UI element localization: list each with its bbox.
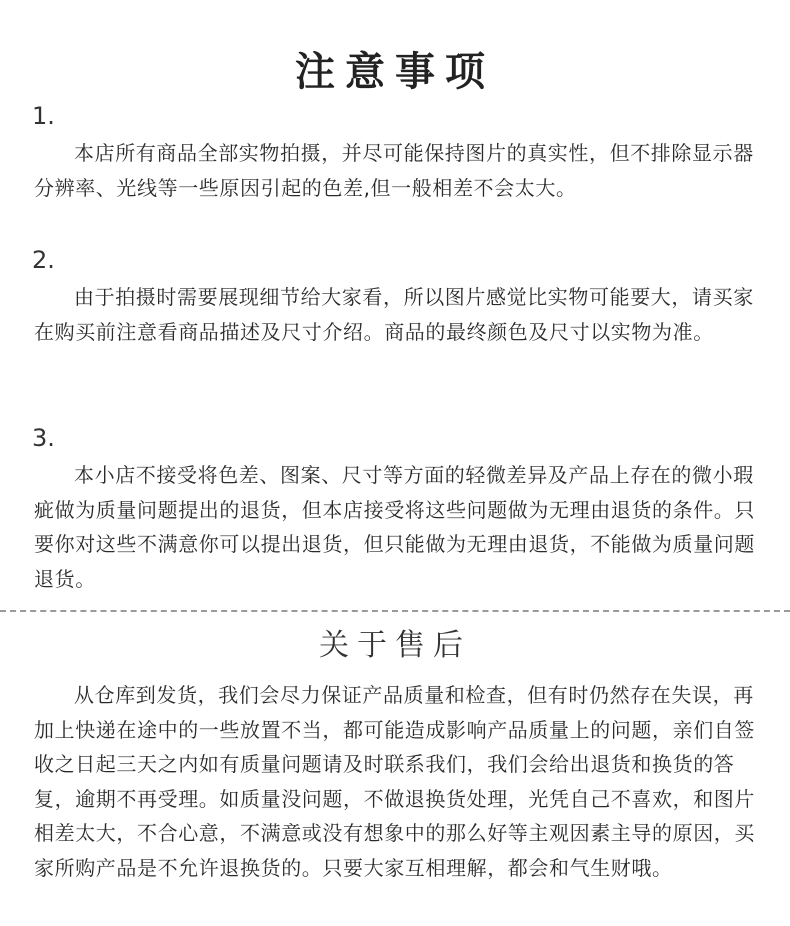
item-number-3: 3. [32,424,55,452]
item-number-2: 2. [32,246,55,274]
notice-title: 注意事项 [295,49,495,95]
section-divider [0,610,790,612]
item-text-3: 本小店不接受将色差、图案、尺寸等方面的轻微差异及产品上存在的微小瑕疵做为质量问题提出的退货，但本店接受将这些问题做为无理由退货的条件。只要你对这些不满意你可以提出退货，但只能做为无理由退货，不能做为质量问题退货。 [34,463,755,591]
item-number-1: 1. [32,102,55,130]
item-text-2: 由于拍摄时需要展现细节给大家看，所以图片感觉比实物可能要大，请买家在购买前注意看商品描述及尺寸介绍。商品的最终颜色及尺寸以实物为准。 [34,285,754,344]
item-text-1: 本店所有商品全部实物拍摄，并尽可能保持图片的真实性，但不排除显示器分辨率、光线等一些原因引起的色差,但一般相差不会太大。 [34,141,754,200]
after-sales-title: 关于售后 [319,628,471,663]
after-sales-text: 从仓库到发货，我们会尽力保证产品质量和检查，但有时仍然存在失误，再加上快递在途中的一些放置不当，都可能造成影响产品质量上的问题，亲们自签收之日起三天之内如有质量问题请及时联系我们，我们会给出退货和换货的答复，逾期不再受理。如质量没问题，不做退换货处理，光凭自己不喜欢，和图片相差太大，不合心意，不满意或没有想象中的那么好等主观因素主导的原因，买家所购产品是不允许退换货的。只要大家互相理解，都会和气生财哦。 [34,683,755,880]
